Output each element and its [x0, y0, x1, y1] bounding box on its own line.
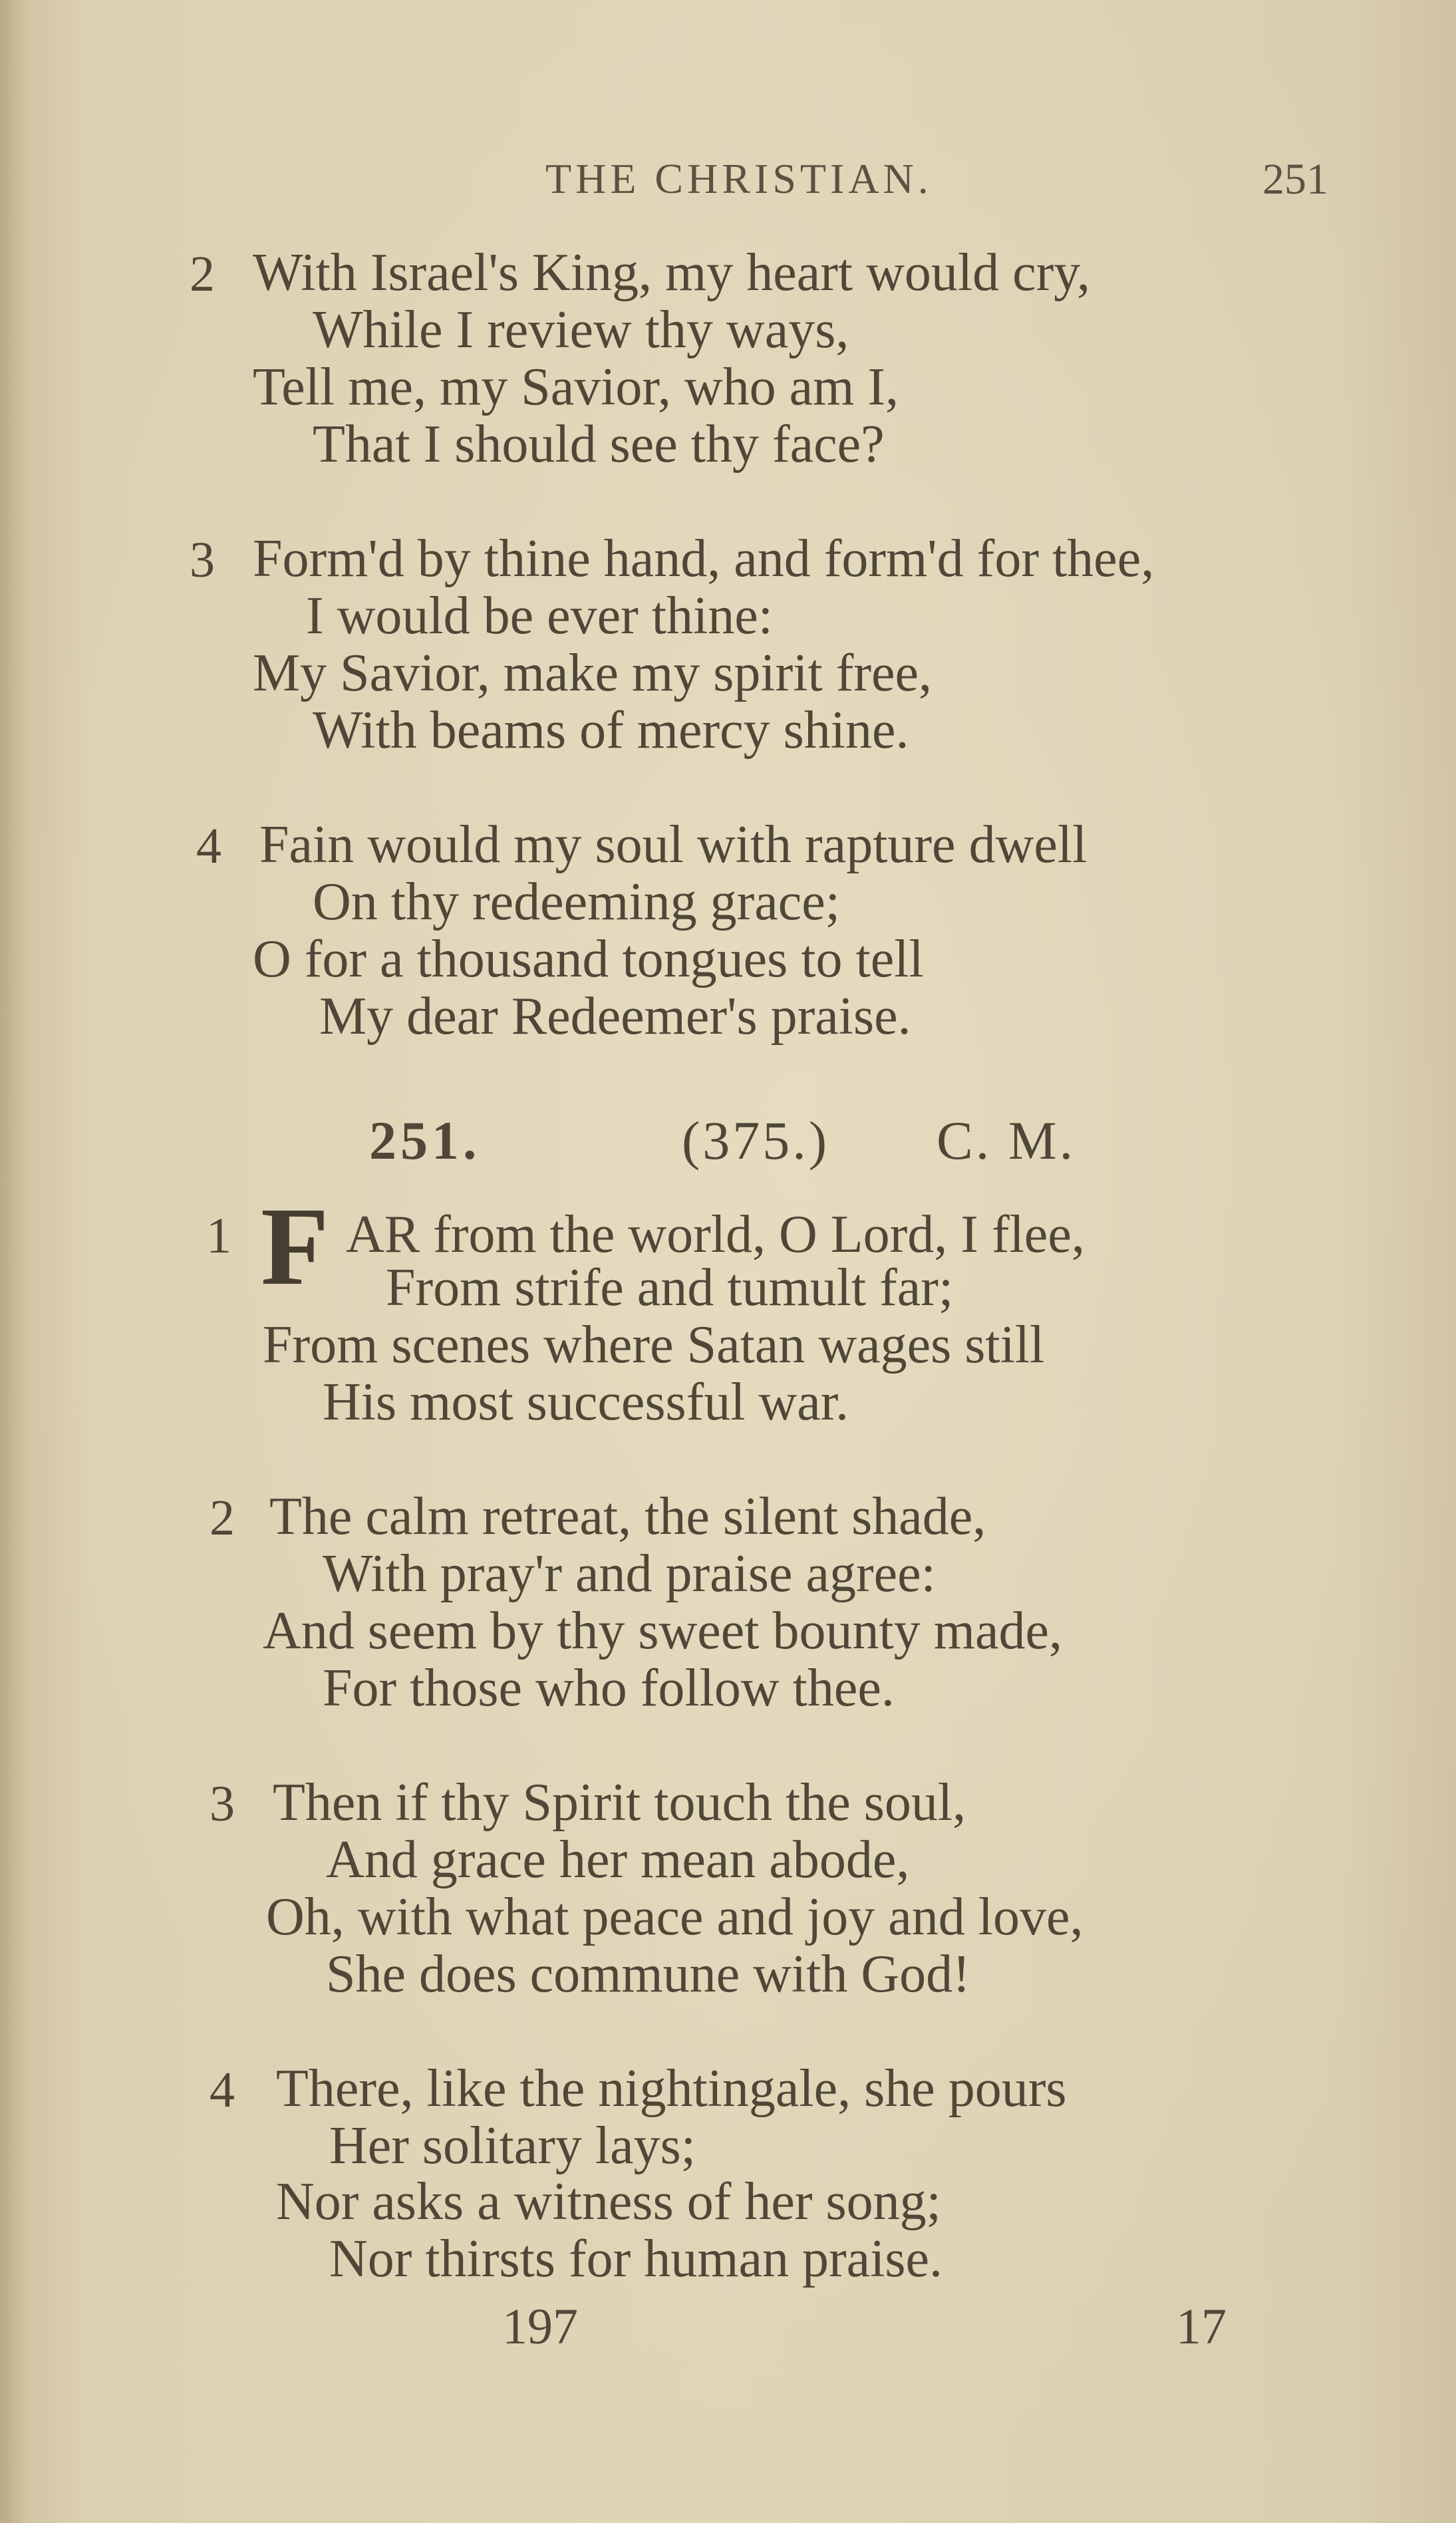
hymn-line: Her solitary lays;	[329, 2117, 696, 2175]
hymn-line: My Savior, make my spirit free,	[253, 644, 933, 702]
hymn-line: For those who follow thee.	[323, 1659, 895, 1717]
hymn-line: I would be ever thine:	[306, 587, 773, 645]
hymn-line: His most successful war.	[323, 1373, 849, 1431]
hymn-line: With beams of mercy shine.	[313, 701, 909, 760]
hymn-line: She does commune with God!	[326, 1945, 970, 2004]
hymn-line: On thy redeeming grace;	[313, 873, 841, 931]
page-number: 251	[1262, 155, 1328, 204]
hymn-line: With Israel's King, my heart would cry,	[253, 243, 1091, 302]
hymn-line: With pray'r and praise agree:	[323, 1545, 936, 1603]
hymn-line: Nor asks a witness of her song;	[276, 2172, 941, 2231]
hymn-line: From scenes where Satan wages still	[263, 1316, 1045, 1374]
hymn-line: My dear Redeemer's praise.	[319, 987, 911, 1046]
hymn-line: And grace her mean abode,	[326, 1831, 910, 1889]
hymn-line: Tell me, my Savior, who am I,	[253, 358, 899, 416]
verse-number: 2	[190, 246, 215, 302]
verse-number: 2	[210, 1490, 235, 1546]
hymn-number: 251.	[369, 1110, 481, 1171]
hymn-line: Nor thirsts for human praise.	[329, 2230, 943, 2288]
verse-number: 4	[210, 2062, 235, 2118]
running-head: THE CHRISTIAN.	[545, 155, 933, 202]
verse-number: 4	[196, 818, 221, 874]
verse-number: 3	[210, 1776, 235, 1832]
hymn-line: The calm retreat, the silent shade,	[269, 1487, 986, 1546]
hymn-line: There, like the nightingale, she pours	[276, 2059, 1067, 2118]
page-gutter-shadow	[0, 0, 27, 2523]
hymn-line: Oh, with what peace and joy and love,	[266, 1888, 1084, 1946]
signature-mark: 17	[1176, 2299, 1227, 2355]
hymn-line: From strife and tumult far;	[386, 1259, 954, 1317]
hymn-line: Then if thy Spirit touch the soul,	[273, 1773, 966, 1832]
hymn-line: Form'd by thine hand, and form'd for thee,	[253, 529, 1155, 588]
hymn-line: That I should see thy face?	[313, 415, 885, 474]
verse-number: 1	[206, 1208, 231, 1264]
folio-number: 197	[502, 2299, 578, 2355]
drop-cap: F	[261, 1185, 329, 1308]
hymn-line: Fain would my soul with rapture dwell	[259, 816, 1088, 874]
hymn-line: While I review thy ways,	[313, 301, 849, 359]
hymn-line: And seem by thy sweet bounty made,	[263, 1602, 1062, 1660]
hymn-reference: (375.)	[682, 1110, 830, 1171]
hymn-meter: C. M.	[937, 1110, 1076, 1171]
hymn-line: O for a thousand tongues to tell	[253, 930, 924, 988]
hymn-line: AR from the world, O Lord, I flee,	[346, 1205, 1085, 1264]
verse-number: 3	[190, 532, 215, 588]
